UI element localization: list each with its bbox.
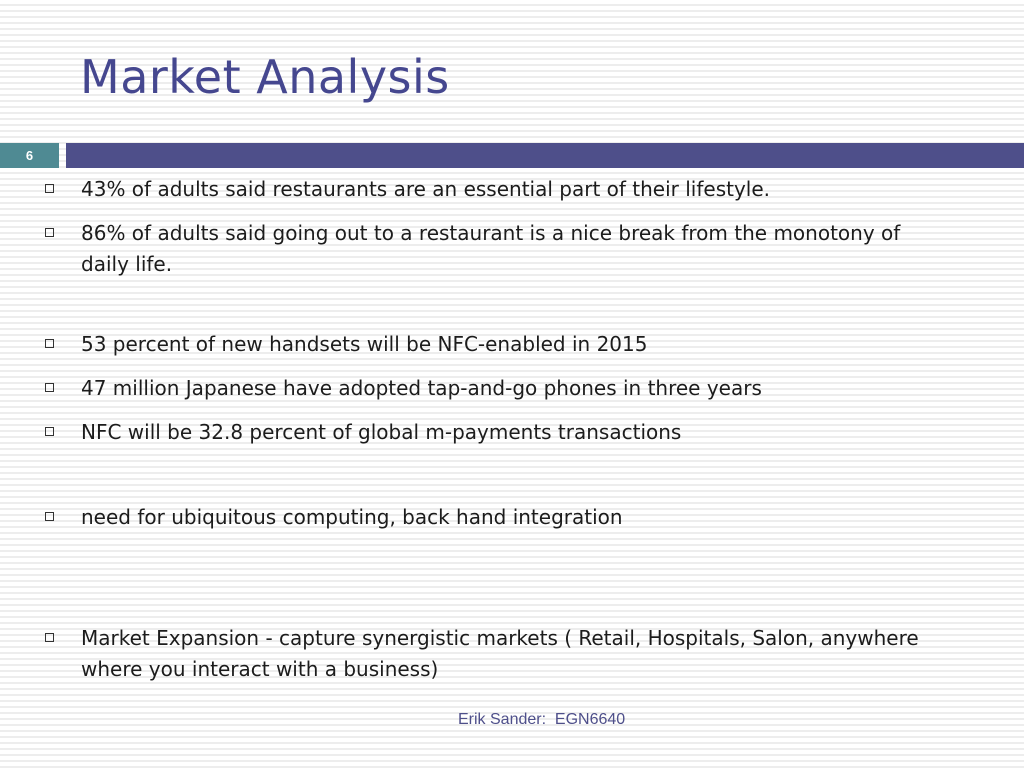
bullet-text: NFC will be 32.8 percent of global m-payments transactions <box>81 420 682 444</box>
bullet-text: 47 million Japanese have adopted tap-and-go phones in three years <box>81 376 762 400</box>
square-bullet-icon <box>45 427 54 436</box>
bullet-item <box>44 417 924 448</box>
bullet-item <box>44 174 924 205</box>
bullet-text: 53 percent of new handsets will be NFC-enabled in 2015 <box>81 332 648 356</box>
slide-title: Market Analysis <box>80 50 450 104</box>
square-bullet-icon <box>45 228 54 237</box>
square-bullet-icon <box>45 383 54 392</box>
bullet-text: 43% of adults said restaurants are an essential part of their lifestyle. <box>81 177 771 201</box>
square-bullet-icon <box>45 633 54 642</box>
bullet-list <box>44 174 924 685</box>
bullet-item <box>44 329 924 360</box>
bullet-item <box>44 373 924 404</box>
bullet-item <box>44 218 924 280</box>
square-bullet-icon <box>45 184 54 193</box>
bullet-item <box>44 502 924 533</box>
title-divider-bar <box>66 143 1024 168</box>
bullet-text: 86% of adults said going out to a restaurant is a nice break from the monotony of daily life. <box>81 221 901 276</box>
bullet-text: need for ubiquitous computing, back hand integration <box>81 505 623 529</box>
bullet-item <box>44 623 924 685</box>
bullet-text: Market Expansion - capture synergistic markets ( Retail, Hospitals, Salon, anywhere where you interact with a business) <box>81 626 919 681</box>
square-bullet-icon <box>45 512 54 521</box>
slide-number: 6 <box>0 143 59 168</box>
footer-text: Erik Sander: EGN6640 <box>458 711 626 728</box>
square-bullet-icon <box>45 339 54 348</box>
